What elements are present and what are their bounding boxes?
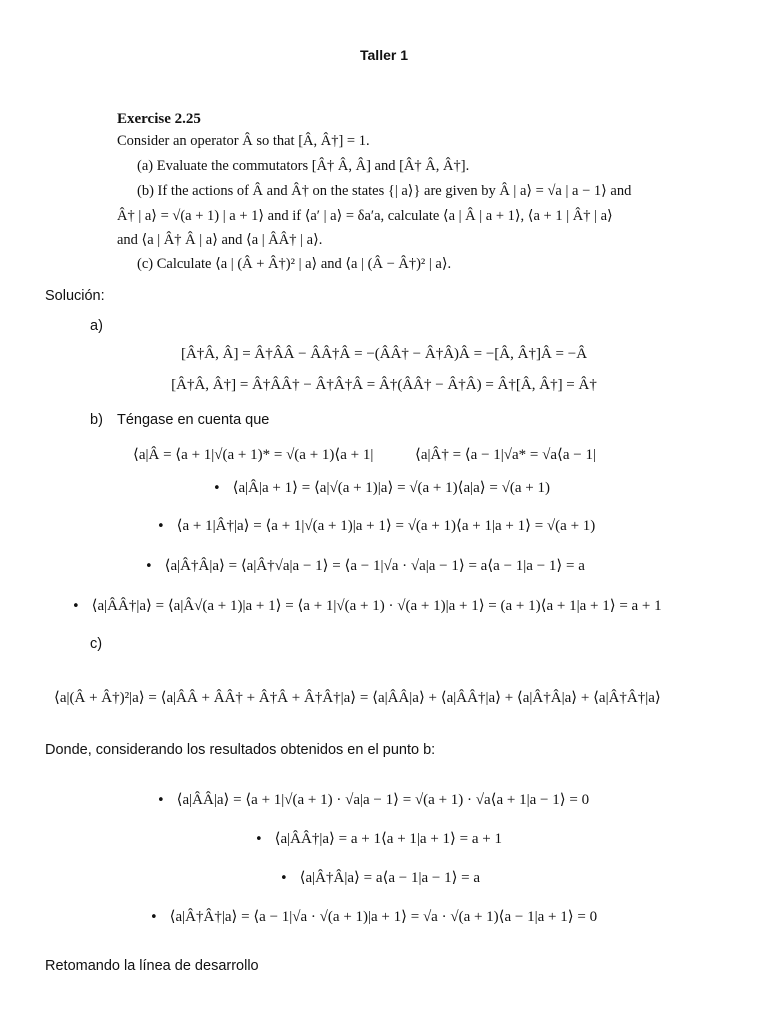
part-b-note-bra-adag: ⟨a|Â† = ⟨a − 1|√a* = √a⟨a − 1|	[415, 447, 596, 463]
part-c-note: Donde, considerando los resultados obtenidos en el punto b:	[45, 742, 436, 758]
exercise-part-c: (c) Calculate ⟨a | (Â + Â†)² | a⟩ and ⟨a | (Â − Â†)² | a⟩.	[137, 256, 452, 272]
exercise-part-b-line3: and ⟨a | Â† Â | a⟩ and ⟨a | ÂÂ† | a⟩.	[117, 232, 323, 248]
exercise-heading: Exercise 2.25	[117, 111, 201, 127]
part-c-result-3: • ⟨a|Â†Â|a⟩ = a⟨a − 1|a − 1⟩ = a	[280, 868, 480, 887]
part-b-intro: Téngase en cuenta que	[117, 412, 270, 428]
exercise-part-a: (a) Evaluate the commutators [Â† Â, Â] and [Â† Â, Â†].	[137, 158, 470, 174]
part-b-result-3: • ⟨a|Â†Â|a⟩ = ⟨a|Â†√a|a − 1⟩ = ⟨a − 1|√a · √a|a − 1⟩ = a⟨a − 1|a − 1⟩ = a	[145, 556, 585, 575]
exercise-part-b-line1: (b) If the actions of Â and Â† on the states {| a⟩} are given by Â | a⟩ = √a | a − 1⟩ and	[137, 183, 632, 199]
solution-label: Solución:	[45, 288, 105, 304]
page-title: Taller 1	[360, 47, 408, 63]
part-c-result-4: • ⟨a|Â†Â†|a⟩ = ⟨a − 1|√a · √(a + 1)|a + 1⟩ = √a · √(a + 1)⟨a − 1|a + 1⟩ = 0	[150, 907, 597, 926]
part-c-result-2: • ⟨a|ÂÂ†|a⟩ = a + 1⟨a + 1|a + 1⟩ = a + 1	[255, 829, 502, 848]
part-a-equation-2: [Â†Â, Â†] = Â†ÂÂ† − Â†Â†Â = Â†(ÂÂ† − Â†Â) = Â†[Â, Â†] = Â†	[171, 377, 597, 393]
exercise-part-b-line2: Â† | a⟩ = √(a + 1) | a + 1⟩ and if ⟨a′ | a⟩ = δa′a, calculate ⟨a | Â | a + 1⟩, ⟨a + 1 | Â† | a⟩	[117, 208, 613, 224]
exercise-intro: Consider an operator Â so that [Â, Â†] = 1.	[117, 133, 370, 149]
part-a-equation-1: [Â†Â, Â] = Â†ÂÂ − ÂÂ†Â = −(ÂÂ† − Â†Â)Â = −[Â, Â†]Â = −Â	[180, 346, 588, 362]
part-b-note-bra-a: ⟨a|Â = ⟨a + 1|√(a + 1)* = √(a + 1)⟨a + 1|	[133, 447, 374, 463]
part-b-label: b)	[90, 412, 103, 428]
part-c-result-1: • ⟨a|ÂÂ|a⟩ = ⟨a + 1|√(a + 1) · √a|a − 1⟩ = √(a + 1) · √a⟨a + 1|a − 1⟩ = 0	[157, 790, 589, 809]
part-b-result-2: • ⟨a + 1|Â†|a⟩ = ⟨a + 1|√(a + 1)|a + 1⟩ = √(a + 1)⟨a + 1|a + 1⟩ = √(a + 1)	[157, 516, 595, 535]
part-b-result-4: • ⟨a|ÂÂ†|a⟩ = ⟨a|Â√(a + 1)|a + 1⟩ = ⟨a + 1|√(a + 1) · √(a + 1)|a + 1⟩ = (a + 1)⟨a + 1|a + 1⟩ = a + 1	[72, 596, 662, 615]
part-c-label: c)	[90, 636, 103, 652]
part-c-equation: ⟨a|(Â + Â†)²|a⟩ = ⟨a|ÂÂ + ÂÂ† + Â†Â + Â†Â†|a⟩ = ⟨a|ÂÂ|a⟩ + ⟨a|ÂÂ†|a⟩ + ⟨a|Â†Â|a⟩ + ⟨a|Â†Â†|a⟩	[54, 690, 661, 706]
closing-line: Retomando la línea de desarrollo	[45, 958, 259, 974]
part-b-result-1: • ⟨a|Â|a + 1⟩ = ⟨a|√(a + 1)|a⟩ = √(a + 1)⟨a|a⟩ = √(a + 1)	[213, 478, 550, 497]
part-a-label: a)	[90, 318, 103, 334]
